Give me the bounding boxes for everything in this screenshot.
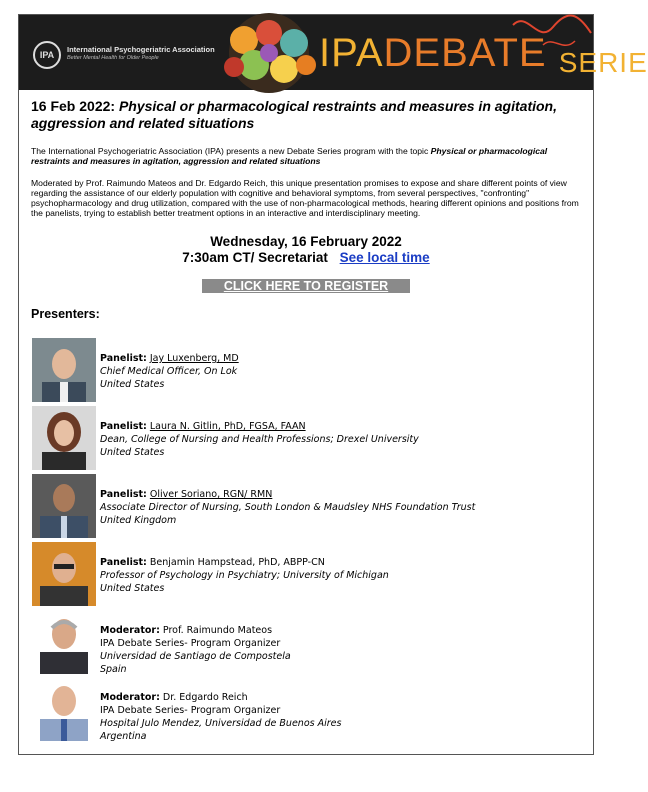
wordmark-ipa: IPA — [319, 31, 384, 75]
presenter-country: United Kingdom — [100, 515, 177, 526]
register-button[interactable]: CLICK HERE TO REGISTER — [202, 279, 410, 293]
ipa-globe-logo-icon: IPA — [33, 41, 61, 69]
presenter-role: Panelist: — [100, 421, 147, 432]
presenter-row — [32, 542, 587, 606]
event-time-row — [19, 250, 593, 266]
presenter-title: IPA Debate Series- Program Organizer — [100, 705, 281, 716]
presenter-title: Dean, College of Nursing and Health Professions; Drexel University — [100, 434, 419, 445]
org-logo-text — [67, 45, 215, 63]
presenter-photo — [32, 406, 96, 470]
presenter-row — [32, 610, 587, 674]
presenter-photo — [32, 677, 96, 741]
intro-topic: Physical or pharmacological restraints and measures in agitation, aggression and related situations — [31, 146, 548, 166]
wordmark-series: SERIE — [558, 47, 648, 78]
presenter-row — [32, 677, 587, 741]
presenter-photo — [32, 474, 96, 538]
presenters-heading: Presenters: — [31, 307, 100, 321]
presenter-country: United States — [100, 583, 165, 594]
presenter-role: Panelist: — [100, 353, 147, 364]
presenter-role: Moderator: — [100, 625, 160, 636]
presenter-row — [32, 474, 587, 538]
event-title — [31, 98, 581, 132]
event-title-date: 16 Feb 2022: — [31, 98, 116, 114]
event-title-topic: Physical or pharmacological restraints and measures in agitation, aggression and related situations — [31, 98, 557, 131]
presenter-photo — [32, 542, 96, 606]
colorful-faces-illustration-icon — [214, 15, 324, 90]
event-date: Wednesday, 16 February 2022 — [210, 234, 402, 249]
org-name: International Psychogeriatric Association — [67, 45, 215, 54]
event-datetime — [19, 234, 593, 266]
presenter-org: Universidad de Santiago de Compostela — [100, 651, 291, 662]
presenter-row — [32, 406, 587, 470]
event-time: 7:30am CT/ Secretariat — [182, 250, 328, 265]
presenter-title: Chief Medical Officer, On Lok — [100, 366, 238, 377]
newsletter-frame — [18, 14, 648, 755]
presenter-name: Benjamin Hampstead, PhD, ABPP-CN — [149, 557, 325, 568]
presenter-country: United States — [100, 447, 165, 458]
presenter-name: Prof. Raimundo Mateos — [162, 625, 273, 636]
debate-series-wordmark — [319, 31, 648, 76]
presenter-info — [100, 488, 475, 527]
presenter-title: IPA Debate Series- Program Organizer — [100, 638, 281, 649]
presenter-name-link[interactable]: Jay Luxenberg, MD — [149, 353, 239, 364]
presenter-name-link[interactable]: Laura N. Gitlin, PhD, FGSA, FAAN — [149, 421, 306, 432]
presenter-name: Dr. Edgardo Reich — [162, 692, 248, 703]
presenter-title: Associate Director of Nursing, South London & Maudsley NHS Foundation Trust — [100, 502, 476, 513]
presenter-info — [100, 556, 389, 595]
description-paragraph: Moderated by Prof. Raimundo Mateos and Dr. Edgardo Reich, this unique presentation promises to expose and share different points of view regarding the assistance of our elderly population with cognitive and behavioral symptoms, from several perspectives, "confronting" psychopharmacology and drug utilization, compared with the use of non-pharmacological methods, hearing different opinions and positions from the panelists, trying to establish better treatment options in an interactive and interdisciplinary meeting. — [31, 178, 579, 218]
presenter-info — [100, 691, 341, 743]
intro-paragraph — [31, 146, 586, 166]
presenter-info — [100, 624, 291, 676]
presenter-photo — [32, 610, 96, 674]
intro-lead: The International Psychogeriatric Association (IPA) presents a new Debate Series program with the topic — [31, 146, 429, 156]
presenter-country: Spain — [100, 664, 127, 675]
decorative-swirl-icon — [503, 15, 593, 55]
presenter-country: Argentina — [100, 731, 147, 742]
presenter-name-link[interactable]: Oliver Soriano, RGN/ RMN — [149, 489, 273, 500]
presenter-photo — [32, 338, 96, 402]
presenter-role: Panelist: — [100, 489, 147, 500]
presenter-role: Panelist: — [100, 557, 147, 568]
header-banner — [19, 15, 648, 90]
presenter-info — [100, 352, 239, 391]
presenter-country: United States — [100, 379, 165, 390]
see-local-time-link[interactable]: See local time — [339, 250, 430, 265]
presenter-org: Hospital Julo Mendez, Universidad de Buenos Aires — [100, 718, 342, 729]
presenter-info — [100, 420, 419, 459]
presenter-title: Professor of Psychology in Psychiatry; University of Michigan — [100, 570, 389, 581]
presenter-role: Moderator: — [100, 692, 160, 703]
wordmark-debate: DEBATE — [383, 31, 547, 75]
org-tagline: Better Mental Health for Older People — [67, 55, 159, 61]
presenter-row — [32, 338, 587, 402]
